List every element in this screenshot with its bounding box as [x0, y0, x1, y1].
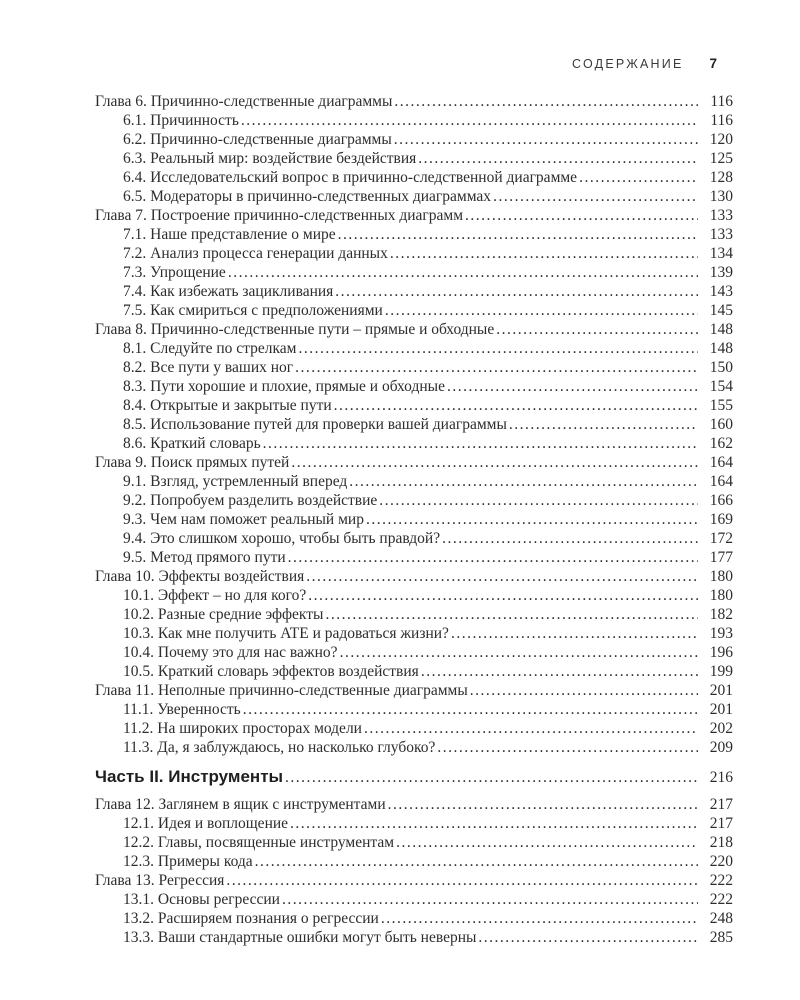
toc-entry-label: Глава 7. Построение причинно-следственных диаграмм — [95, 207, 464, 224]
toc-entry-page: 116 — [710, 112, 733, 129]
toc-entry-label: Глава 6. Причинно-следственные диаграммы — [95, 93, 393, 110]
toc-leader-dots — [421, 662, 698, 681]
toc-row-section — [95, 852, 733, 871]
toc-leader-dots — [282, 890, 698, 909]
toc-entry-label: 13.2. Расширяем познания о регрессии — [123, 910, 379, 927]
toc-entry-label: 7.2. Анализ процесса генерации данных — [123, 245, 388, 262]
toc-row-chapter — [95, 320, 733, 339]
toc-row-section — [95, 643, 733, 662]
toc-entry-page: 202 — [709, 720, 733, 737]
toc-row-section — [95, 719, 733, 738]
toc-entry-page: 217 — [709, 796, 733, 813]
toc-leader-dots — [308, 586, 698, 605]
toc-entry-label: Часть II. Инструменты — [95, 767, 284, 786]
toc-entry-page: 216 — [709, 769, 733, 786]
toc-leader-dots — [381, 909, 698, 928]
toc-entry-page: 154 — [709, 378, 733, 395]
toc-entry-label: 13.1. Основы регрессии — [123, 891, 280, 908]
toc-leader-dots — [394, 92, 698, 111]
toc-entry-page: 155 — [709, 397, 733, 414]
toc-entry-page: 150 — [709, 359, 733, 376]
toc-entry-page: 222 — [709, 891, 733, 908]
toc-entry-label: 8.6. Краткий словарь — [123, 435, 261, 452]
toc-entry-page: 217 — [709, 815, 733, 832]
toc-leader-dots — [366, 510, 698, 529]
toc-row-section — [95, 738, 733, 757]
toc-leader-dots — [496, 320, 698, 339]
toc-entry-page: 285 — [709, 929, 733, 946]
toc-entry-page: 120 — [709, 131, 733, 148]
toc-row-section — [95, 244, 733, 263]
toc-entry-page: 145 — [709, 302, 733, 319]
toc-entry-page: 143 — [709, 283, 733, 300]
toc-row-section — [95, 282, 733, 301]
toc-leader-dots — [335, 282, 698, 301]
toc-leader-dots — [243, 700, 698, 719]
toc-entry-page: 164 — [709, 473, 733, 490]
toc-entry-page: 139 — [709, 264, 733, 281]
toc-entry-label: 11.1. Уверенность — [123, 701, 241, 718]
toc-entry-label: 9.3. Чем нам поможет реальный мир — [123, 511, 364, 528]
toc-entry-label: 7.5. Как смириться с предположениями — [123, 302, 383, 319]
toc-row-chapter — [95, 206, 733, 225]
toc-row-section — [95, 472, 733, 491]
toc-entry-label: 7.1. Наше представление о мире — [123, 226, 336, 243]
toc-leader-dots — [291, 453, 698, 472]
toc-row-section — [95, 339, 733, 358]
toc-entry-label: Глава 11. Неполные причинно-следственные диаграммы — [95, 682, 468, 699]
toc-entry-label: 8.5. Использование путей для проверки вашей диаграммы — [123, 416, 507, 433]
toc-row-section — [95, 890, 733, 909]
toc-list — [95, 92, 733, 947]
toc-entry-page: 148 — [709, 340, 733, 357]
toc-row-section — [95, 130, 733, 149]
toc-leader-dots — [338, 225, 698, 244]
toc-entry-page: 128 — [709, 169, 733, 186]
toc-row-section — [95, 909, 733, 928]
toc-entry-page: 201 — [709, 682, 733, 699]
toc-entry-page: 180 — [709, 587, 733, 604]
toc-entry-label: 12.2. Главы, посвященные инструментам — [123, 834, 395, 851]
toc-entry-label: Глава 12. Заглянем в ящик с инструментами — [95, 796, 386, 813]
toc-row-part — [95, 766, 733, 788]
toc-leader-dots — [437, 738, 698, 757]
toc-row-section — [95, 529, 733, 548]
toc-row-section — [95, 225, 733, 244]
toc-leader-dots — [451, 624, 698, 643]
toc-leader-dots — [379, 491, 698, 510]
toc-row-section — [95, 263, 733, 282]
toc-entry-label: 9.1. Взгляд, устремленный вперед — [123, 473, 348, 490]
toc-row-section — [95, 168, 733, 187]
toc-entry-label: 10.3. Как мне получить ATE и радоваться жизни? — [123, 625, 449, 642]
toc-leader-dots — [579, 168, 698, 187]
running-header-title: СОДЕРЖАНИЕ — [572, 57, 684, 71]
toc-entry-page: 196 — [709, 644, 733, 661]
toc-entry-page: 220 — [709, 853, 733, 870]
toc-entry-label: 11.3. Да, я заблуждаюсь, но насколько глубоко? — [123, 739, 436, 756]
toc-row-section — [95, 149, 733, 168]
toc-row-chapter — [95, 871, 733, 890]
toc-row-section — [95, 491, 733, 510]
toc-entry-label: Глава 9. Поиск прямых путей — [95, 454, 290, 471]
toc-entry-page: 134 — [709, 245, 733, 262]
toc-entry-page: 193 — [709, 625, 733, 642]
toc-entry-page: 248 — [709, 910, 733, 927]
toc-entry-page: 169 — [709, 511, 733, 528]
toc-entry-label: 12.1. Идея и воплощение — [123, 815, 289, 832]
toc-leader-dots — [465, 206, 698, 225]
toc-leader-dots — [394, 130, 698, 149]
toc-entry-label: 9.5. Метод прямого пути — [123, 549, 286, 566]
toc-row-chapter — [95, 92, 733, 111]
toc-leader-dots — [325, 605, 698, 624]
toc-entry-label: 10.1. Эффект – но для кого? — [123, 587, 307, 604]
toc-leader-dots — [390, 244, 698, 263]
toc-entry-label: 6.3. Реальный мир: воздействие бездействия — [123, 150, 417, 167]
toc-row-section — [95, 377, 733, 396]
toc-row-chapter — [95, 453, 733, 472]
toc-leader-dots — [334, 396, 698, 415]
toc-leader-dots — [470, 681, 698, 700]
toc-entry-page: 162 — [709, 435, 733, 452]
toc-entry-page: 125 — [709, 150, 733, 167]
toc-entry-page: 218 — [709, 834, 733, 851]
toc-leader-dots — [349, 472, 698, 491]
toc-entry-label: 11.2. На широких просторах модели — [123, 720, 362, 737]
toc-leader-dots — [493, 187, 698, 206]
toc-entry-label: 10.2. Разные средние эффекты — [123, 606, 324, 623]
toc-entry-label: 10.5. Краткий словарь эффектов воздействия — [123, 663, 419, 680]
toc-row-section — [95, 624, 733, 643]
running-header-page-number: 7 — [709, 56, 717, 71]
toc-leader-dots — [226, 871, 698, 890]
toc-row-section — [95, 301, 733, 320]
toc-row-section — [95, 833, 733, 852]
toc-entry-page: 130 — [709, 188, 733, 205]
toc-row-section — [95, 187, 733, 206]
toc-entry-label: 8.3. Пути хорошие и плохие, прямые и обходные — [123, 378, 445, 395]
toc-leader-dots — [285, 766, 698, 789]
toc-row-section — [95, 415, 733, 434]
toc-row-chapter — [95, 567, 733, 586]
toc-entry-page: 209 — [709, 739, 733, 756]
toc-entry-page: 133 — [709, 207, 733, 224]
toc-entry-page: 180 — [709, 568, 733, 585]
toc-row-section — [95, 358, 733, 377]
toc-entry-label: Глава 10. Эффекты воздействия — [95, 568, 305, 585]
toc-entry-label: 6.1. Причинность — [123, 112, 239, 129]
toc-entry-page: 148 — [709, 321, 733, 338]
toc-leader-dots — [295, 358, 698, 377]
toc-entry-label: 7.4. Как избежать зацикливания — [123, 283, 334, 300]
toc-leader-dots — [364, 719, 698, 738]
toc-row-section — [95, 662, 733, 681]
toc-entry-page: 164 — [709, 454, 733, 471]
toc-entry-page: 177 — [709, 549, 733, 566]
toc-entry-label: 8.1. Следуйте по стрелкам — [123, 340, 297, 357]
toc-row-section — [95, 111, 733, 130]
toc-entry-label: 13.3. Ваши стандартные ошибки могут быть неверны — [123, 929, 477, 946]
toc-entry-label: 10.4. Почему это для нас важно? — [123, 644, 338, 661]
toc-leader-dots — [228, 263, 698, 282]
toc-row-section — [95, 548, 733, 567]
toc-entry-page: 166 — [709, 492, 733, 509]
toc-entry-label: 6.5. Модераторы в причинно-следственных диаграммах — [123, 188, 492, 205]
toc-leader-dots — [478, 928, 698, 947]
toc-leader-dots — [340, 643, 698, 662]
toc-leader-dots — [396, 833, 698, 852]
toc-entry-label: 6.4. Исследовательский вопрос в причинно-следственной диаграмме — [123, 169, 578, 186]
toc-entry-page: 116 — [710, 93, 733, 110]
toc-entry-label: 8.2. Все пути у ваших ног — [123, 359, 294, 376]
toc-leader-dots — [388, 795, 698, 814]
toc-leader-dots — [447, 377, 698, 396]
toc-entry-page: 182 — [709, 606, 733, 623]
toc-leader-dots — [418, 149, 698, 168]
toc-entry-label: 9.4. Это слишком хорошо, чтобы быть правдой? — [123, 530, 441, 547]
toc-entry-page: 199 — [709, 663, 733, 680]
toc-entry-label: Глава 8. Причинно-следственные пути – прямые и обходные — [95, 321, 495, 338]
toc-leader-dots — [290, 814, 698, 833]
toc-entry-label: 8.4. Открытые и закрытые пути — [123, 397, 332, 414]
toc-leader-dots — [385, 301, 698, 320]
toc-entry-page: 201 — [709, 701, 733, 718]
toc-row-section — [95, 605, 733, 624]
toc-entry-label: Глава 13. Регрессия — [95, 872, 225, 889]
toc-entry-label: 12.3. Примеры кода — [123, 853, 253, 870]
toc-entry-label: 9.2. Попробуем разделить воздействие — [123, 492, 378, 509]
toc-entry-label: 7.3. Упрощение — [123, 264, 226, 281]
toc-leader-dots — [263, 434, 698, 453]
toc-row-section — [95, 700, 733, 719]
toc-entry-label: 6.2. Причинно-следственные диаграммы — [123, 131, 392, 148]
toc-entry-page: 133 — [709, 226, 733, 243]
toc-entry-page: 160 — [709, 416, 733, 433]
toc-row-section — [95, 814, 733, 833]
toc-row-chapter — [95, 795, 733, 814]
toc-row-section — [95, 586, 733, 605]
toc-leader-dots — [241, 111, 698, 130]
toc-row-section — [95, 510, 733, 529]
toc-row-section — [95, 434, 733, 453]
toc-row-section — [95, 928, 733, 947]
toc-leader-dots — [442, 529, 698, 548]
running-header — [95, 56, 733, 72]
toc-entry-page: 222 — [709, 872, 733, 889]
toc-entry-page: 172 — [709, 530, 733, 547]
toc-leader-dots — [288, 548, 698, 567]
toc-row-chapter — [95, 681, 733, 700]
toc-row-section — [95, 396, 733, 415]
toc-leader-dots — [298, 339, 698, 358]
toc-leader-dots — [509, 415, 698, 434]
toc-leader-dots — [255, 852, 698, 871]
toc-leader-dots — [306, 567, 698, 586]
